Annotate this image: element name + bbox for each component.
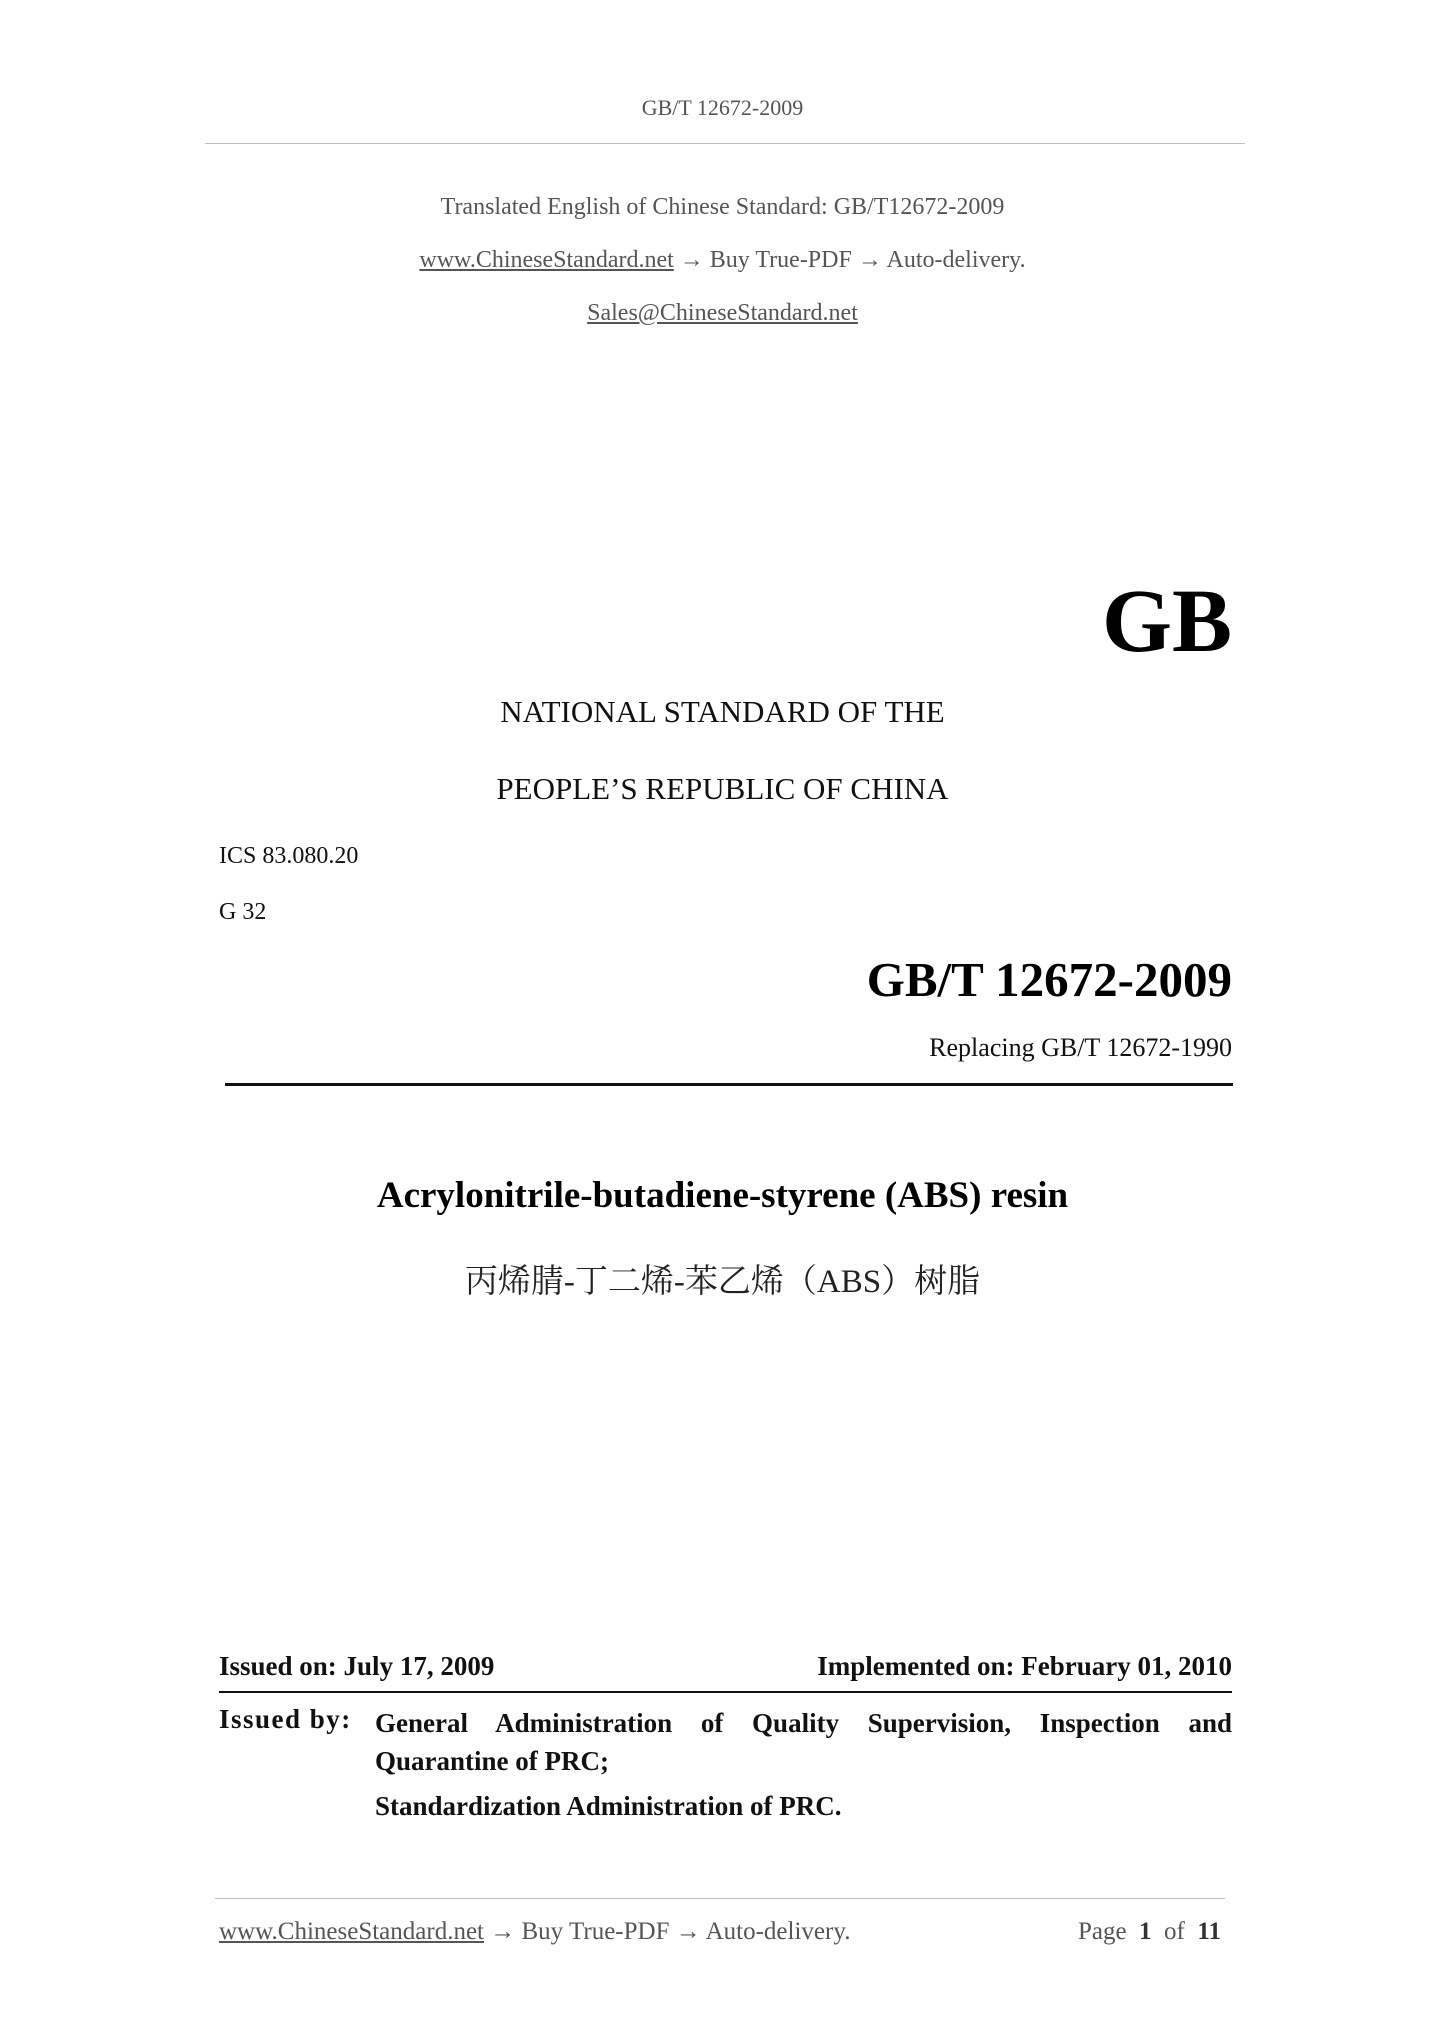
sales-email-link[interactable]: Sales@ChineseStandard.net bbox=[587, 300, 858, 326]
issued-by-org-1: General Administration of Quality Supervision, Inspection and Quarantine of PRC; bbox=[375, 1708, 1232, 1776]
issued-by-label: Issued by: bbox=[219, 1704, 352, 1734]
title-english: Acrylonitrile-butadiene-styrene (ABS) resin bbox=[376, 1175, 1069, 1216]
of-word: of bbox=[1164, 1918, 1185, 1945]
page-word: Page bbox=[1077, 1918, 1127, 1945]
issued-on-date: Issued on: July 17, 2009 bbox=[219, 1651, 495, 1681]
replacing-standard: Replacing GB/T 12672-1990 bbox=[929, 1033, 1232, 1062]
title-divider bbox=[225, 1083, 1233, 1086]
issuance-divider bbox=[219, 1691, 1232, 1693]
page-number: 1 bbox=[1139, 1918, 1152, 1945]
footer-delivery-text: Auto-delivery. bbox=[705, 1918, 851, 1945]
translation-notice: Translated English of Chinese Standard: GB/T12672-2009 bbox=[440, 194, 1005, 220]
header-divider bbox=[205, 143, 1245, 144]
buy-true-pdf-text: Buy True-PDF bbox=[709, 247, 852, 273]
footer-purchase-line bbox=[219, 1918, 850, 1946]
sales-line bbox=[0, 300, 1445, 327]
title-chinese: 丙烯腈-丁二烯-苯乙烯（ABS）树脂 bbox=[464, 1264, 981, 1300]
national-standard-line-1: NATIONAL STANDARD OF THE bbox=[500, 694, 945, 729]
issued-by-org-2: Standardization Administration of PRC. bbox=[375, 1791, 842, 1821]
footer-buy-text: Buy True-PDF bbox=[521, 1918, 670, 1945]
auto-delivery-text: Auto-delivery. bbox=[886, 247, 1026, 273]
page-indicator bbox=[1078, 1918, 1221, 1946]
site-link[interactable]: www.ChineseStandard.net bbox=[419, 247, 674, 273]
ccs-code: G 32 bbox=[219, 899, 267, 925]
arrow-right-icon: → bbox=[490, 1918, 516, 1945]
arrow-right-icon: → bbox=[679, 247, 704, 273]
national-standard-line-2: PEOPLE’S REPUBLIC OF CHINA bbox=[496, 771, 949, 806]
implemented-on-date: Implemented on: February 01, 2010 bbox=[817, 1651, 1232, 1681]
standard-number: GB/T 12672-2009 bbox=[866, 952, 1232, 1007]
running-header: GB/T 12672-2009 bbox=[641, 95, 804, 120]
footer-divider bbox=[215, 1898, 1225, 1899]
footer-site-link[interactable]: www.ChineseStandard.net bbox=[219, 1918, 484, 1945]
gb-mark: GB bbox=[1101, 572, 1232, 671]
purchase-line bbox=[0, 247, 1445, 274]
ics-code: ICS 83.080.20 bbox=[219, 843, 359, 869]
arrow-right-icon: → bbox=[857, 247, 882, 273]
arrow-right-icon: → bbox=[675, 1918, 701, 1945]
page-total: 11 bbox=[1197, 1918, 1221, 1945]
